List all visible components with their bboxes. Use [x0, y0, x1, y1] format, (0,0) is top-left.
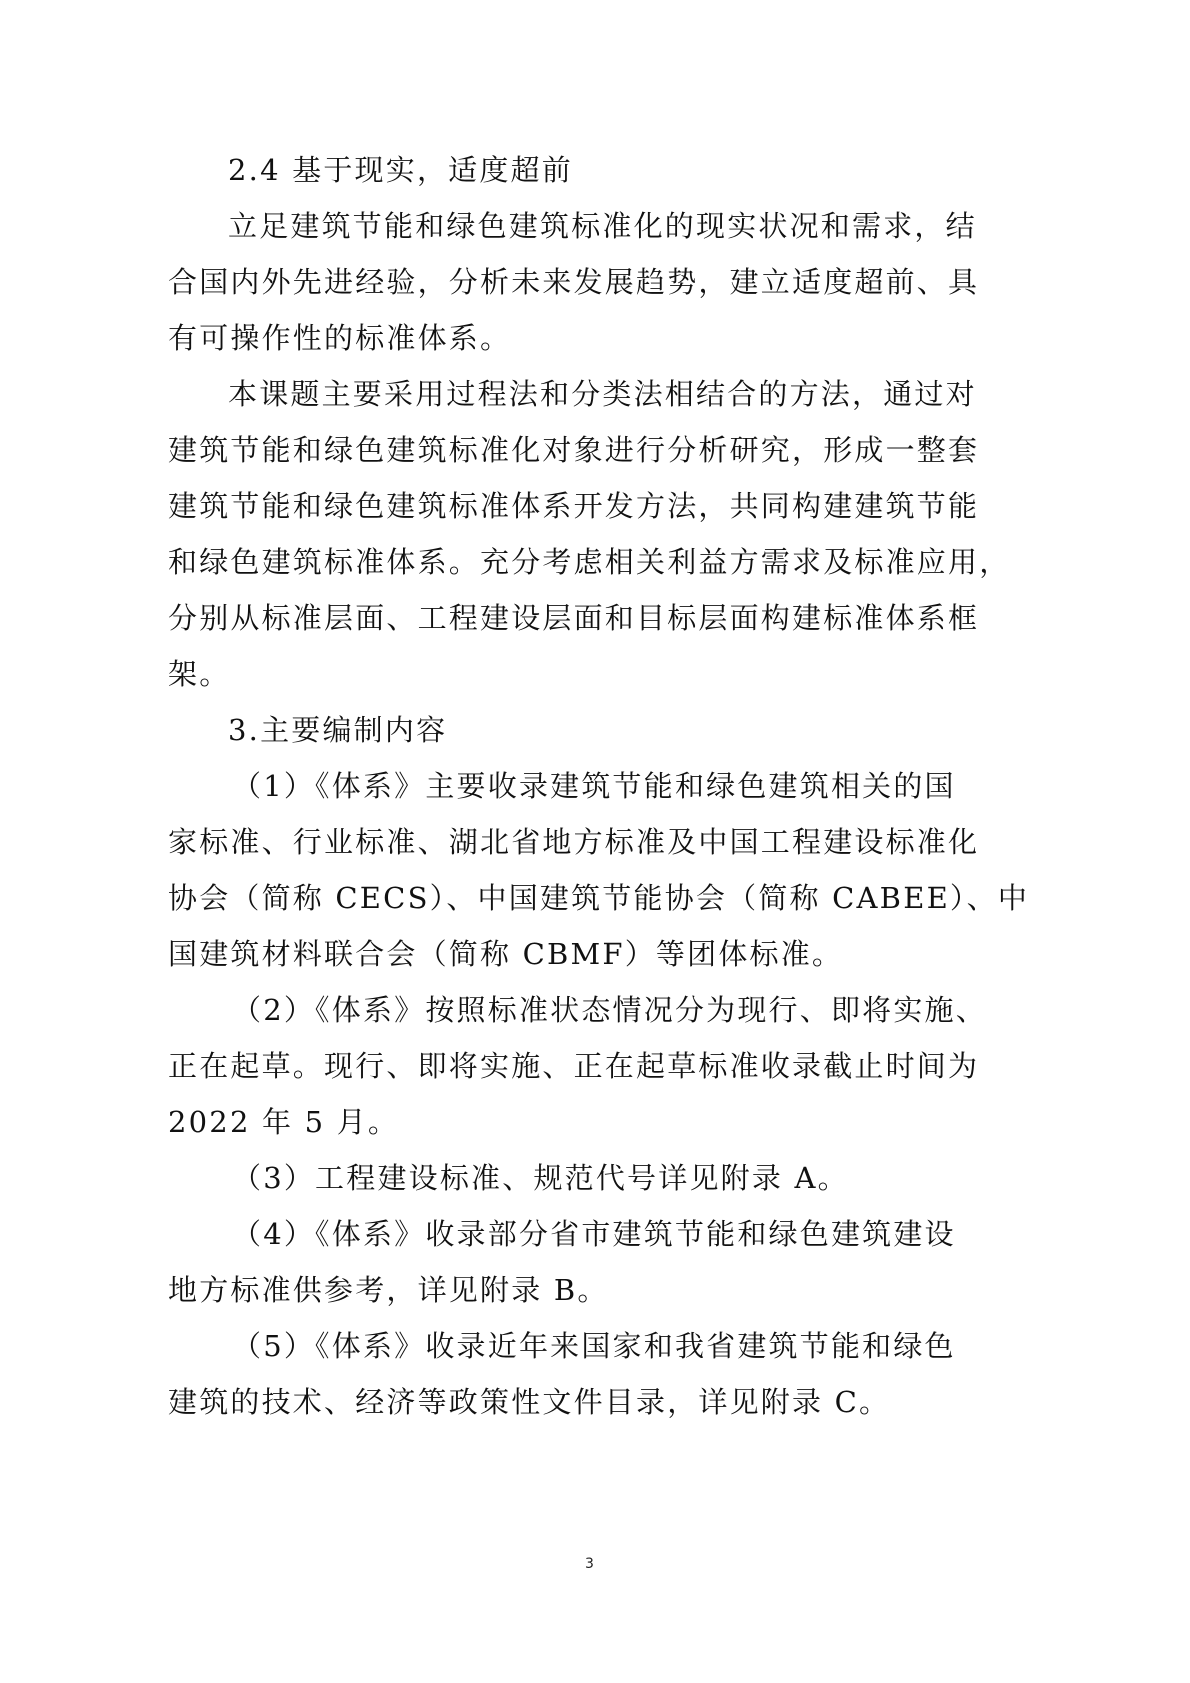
list-item-line: （1）《体系》主要收录建筑节能和绿色建筑相关的国 [232, 769, 956, 803]
paragraph-line: 和绿色建筑标准体系。充分考虑相关利益方需求及标准应用， [168, 545, 1011, 579]
list-item-line: 建筑的技术、经济等政策性文件目录，详见附录 C。 [168, 1385, 891, 1419]
list-item-line: （5）《体系》收录近年来国家和我省建筑节能和绿色 [232, 1329, 956, 1363]
list-item-line: 正在起草。现行、即将实施、正在起草标准收录截止时间为 [168, 1049, 980, 1083]
paragraph-line: 合国内外先进经验，分析未来发展趋势，建立适度超前、具 [168, 265, 980, 299]
list-item-line: 协会（简称 CECS）、中国建筑节能协会（简称 CABEE）、中 [168, 881, 1030, 915]
section-heading-3: 3.主要编制内容 [228, 713, 448, 747]
paragraph-line: 建筑节能和绿色建筑标准体系开发方法，共同构建建筑节能 [168, 489, 980, 523]
list-item-line: （2）《体系》按照标准状态情况分为现行、即将实施、 [232, 993, 987, 1027]
paragraph-line: 立足建筑节能和绿色建筑标准化的现实状况和需求，结 [228, 209, 977, 243]
paragraph-line: 分别从标准层面、工程建设层面和目标层面构建标准体系框 [168, 601, 980, 635]
list-item-line: 国建筑材料联合会（简称 CBMF）等团体标准。 [168, 937, 844, 971]
paragraph-line: 架。 [168, 657, 231, 691]
paragraph-line: 建筑节能和绿色建筑标准化对象进行分析研究，形成一整套 [168, 433, 980, 467]
list-item-line: （4）《体系》收录部分省市建筑节能和绿色建筑建设 [232, 1217, 956, 1251]
list-item-line: 地方标准供参考，详见附录 B。 [168, 1273, 609, 1307]
list-item-line: 2022 年 5 月。 [168, 1105, 400, 1139]
paragraph-line: 本课题主要采用过程法和分类法相结合的方法，通过对 [228, 377, 977, 411]
list-item-line: 家标准、行业标准、湖北省地方标准及中国工程建设标准化 [168, 825, 980, 859]
paragraph-line: 有可操作性的标准体系。 [168, 321, 512, 355]
section-heading-2-4: 2.4 基于现实，适度超前 [228, 153, 573, 187]
list-item-line: （3）工程建设标准、规范代号详见附录 A。 [232, 1161, 849, 1195]
page-number: 3 [585, 1556, 594, 1572]
